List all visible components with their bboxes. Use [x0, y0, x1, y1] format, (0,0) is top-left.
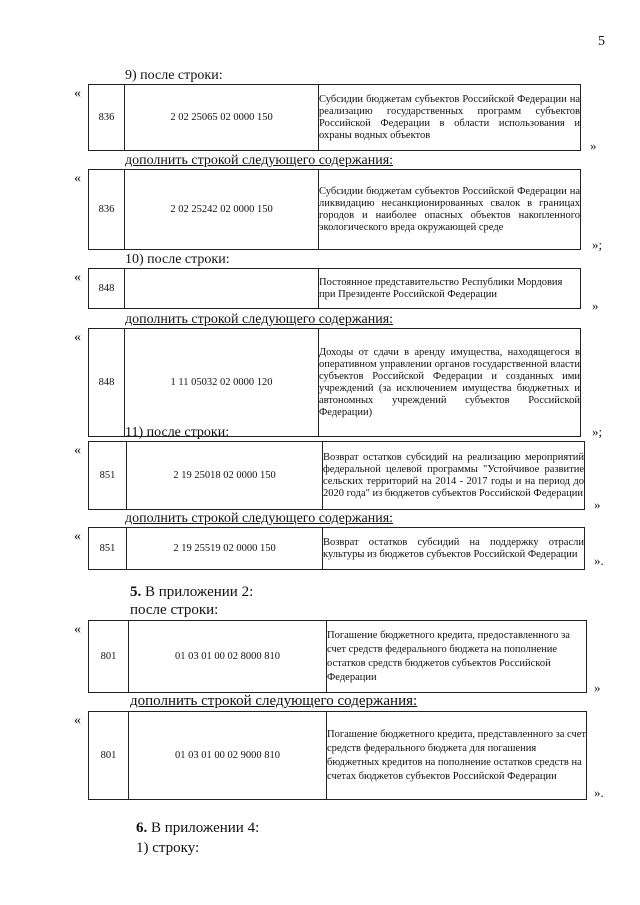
close-quote: » [592, 298, 599, 313]
description: Возврат остатков субсидий на реализацию мероприятий федеральной целевой программы "Устойчивое развитие сельских территорий на 2014 - 2017 годы и на период до 2020 года" из бюджетов субъектов Российской Федерации [323, 442, 585, 510]
heading-text: В приложении 2: [145, 584, 254, 600]
admin-code: 801 [89, 712, 129, 800]
open-quote: « [74, 713, 81, 728]
table-row [89, 442, 585, 510]
close-quote: » [590, 138, 597, 153]
section-caption: 9) после строки: [125, 68, 223, 83]
admin-code: 836 [89, 85, 125, 151]
section-add-row-851 [70, 511, 630, 570]
description: Доходы от сдачи в аренду имущества, находящегося в оперативном управлении органов государственной власти субъектов Российской Федерации и созданных ими учреждений (за исключением имущества бюджетных и автономных учреждений субъектов Российской Федерации) [319, 329, 581, 437]
description: Возврат остатков субсидий на поддержку отрасли культуры из бюджетов субъектов Российской Федерации [323, 528, 585, 570]
open-quote: « [74, 86, 81, 101]
open-quote: « [74, 443, 81, 458]
section-after-row-851 [70, 425, 630, 510]
heading-text: В приложении 4: [151, 820, 260, 836]
appendix-4-heading [136, 820, 259, 837]
budget-code: 2 02 25242 02 0000 150 [125, 170, 319, 250]
section-caption: дополнить строкой следующего содержания: [125, 312, 394, 327]
section-caption: дополнить строкой следующего содержания: [125, 511, 394, 526]
close-quote: ». [594, 785, 604, 800]
appendix-2-heading [130, 584, 253, 601]
budget-row-table [88, 328, 581, 437]
open-quote: « [74, 529, 81, 544]
table-row [89, 85, 581, 151]
budget-code: 2 19 25018 02 0000 150 [127, 442, 323, 510]
section-caption: 10) после строки: [125, 252, 230, 267]
description: Погашение бюджетного кредита, предоставленного за счет средств федерального бюджета на пополнение остатков средств бюджетов субъектов Российской Федерации [327, 621, 587, 693]
section-add-row-848 [70, 312, 630, 437]
close-quote: »; [592, 424, 603, 439]
admin-code: 851 [89, 442, 127, 510]
admin-code: 801 [89, 621, 129, 693]
section-caption: после строки: [130, 602, 219, 618]
close-quote: ». [594, 553, 604, 568]
section-caption: дополнить строкой следующего содержания: [125, 153, 394, 168]
admin-code: 851 [89, 528, 127, 570]
open-quote: « [74, 171, 81, 186]
close-quote: » [594, 680, 601, 695]
appendix-2-after-row [70, 602, 630, 693]
budget-row-table [88, 620, 587, 693]
budget-row-table [88, 441, 585, 510]
table-row [89, 712, 587, 800]
table-row [89, 329, 581, 437]
section-caption: 11) после строки: [125, 425, 230, 440]
budget-row-table [88, 527, 585, 570]
appendix-4-item: 1) строку: [136, 840, 200, 856]
section-add-row-836 [70, 153, 630, 250]
budget-code [125, 269, 319, 309]
section-after-row-836 [70, 68, 630, 151]
admin-code: 848 [89, 329, 125, 437]
open-quote: « [74, 622, 81, 637]
budget-code: 2 19 25519 02 0000 150 [127, 528, 323, 570]
open-quote: « [74, 330, 81, 345]
close-quote: » [594, 497, 601, 512]
budget-row-table [88, 84, 581, 151]
appendix-2-add-row [70, 693, 630, 800]
description: Погашение бюджетного кредита, представленного за счет средств федерального бюджета для погашения бюджетных кредитов на пополнение остатков средств на счетах бюджетов субъектов Российской Федерации [327, 712, 587, 800]
budget-code: 1 11 05032 02 0000 120 [125, 329, 319, 437]
section-caption: дополнить строкой следующего содержания: [130, 693, 418, 709]
table-row [89, 528, 585, 570]
admin-code: 836 [89, 170, 125, 250]
budget-code: 2 02 25065 02 0000 150 [125, 85, 319, 151]
budget-row-table [88, 169, 581, 250]
open-quote: « [74, 270, 81, 285]
admin-code: 848 [89, 269, 125, 309]
page-number: 5 [598, 34, 605, 49]
table-row [89, 269, 581, 309]
description: Субсидии бюджетам субъектов Российской Федерации на реализацию государственных программ субъектов Российской Федерации в области использования и охраны водных объектов [319, 85, 581, 151]
description: Субсидии бюджетам субъектов Российской Федерации на ликвидацию несанкционированных свалок в границах городов и наиболее опасных объектов накопленного экологического вреда окружающей среде [319, 170, 581, 250]
table-row [89, 621, 587, 693]
section-after-row-848 [70, 252, 630, 313]
budget-row-table [88, 711, 587, 800]
heading-number: 5. [130, 584, 142, 600]
budget-code: 01 03 01 00 02 8000 810 [129, 621, 327, 693]
table-row [89, 170, 581, 250]
heading-number: 6. [136, 820, 148, 836]
description: Постоянное представительство Республики Мордовия при Президенте Российской Федерации [319, 269, 581, 309]
close-quote: »; [592, 237, 603, 252]
budget-row-table [88, 268, 581, 309]
budget-code: 01 03 01 00 02 9000 810 [129, 712, 327, 800]
